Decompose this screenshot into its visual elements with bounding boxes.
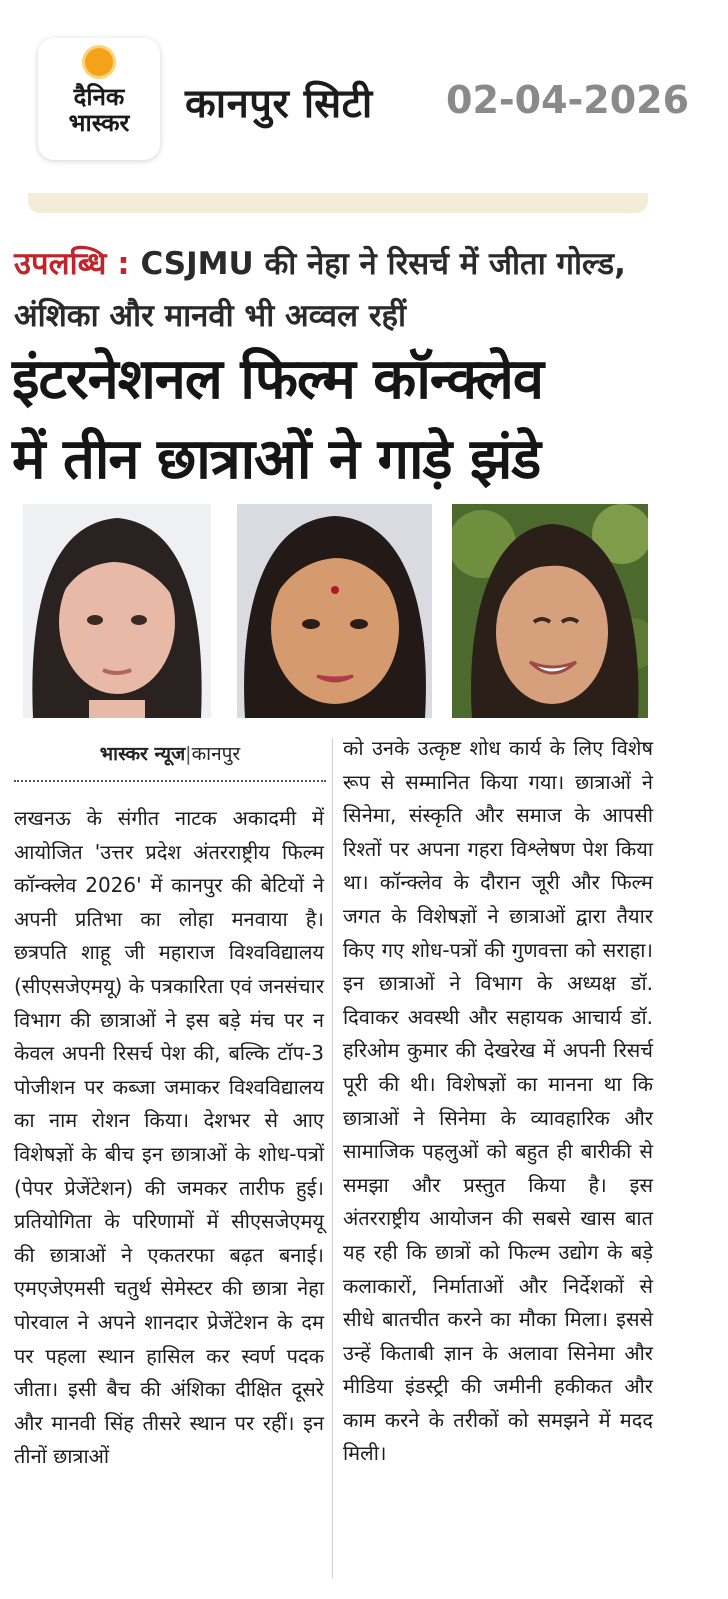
paper-top-strip <box>28 193 648 213</box>
app-header <box>0 0 728 200</box>
byline-location: कानपुर <box>191 743 241 765</box>
edition-date: 02-04-2026 <box>446 78 690 122</box>
article-kicker <box>14 238 704 342</box>
byline-separator: | <box>185 743 192 765</box>
article-column-2: को उनके उत्कृष्ट शोध कार्य के लिए विशेष रूप से सम्मानित किया गया। छात्राओं ने सिनेमा, संस्कृति और समाज के आपसी रिश्तों पर अपना गहरा विश्लेषण पेश किया था। कॉन्क्लेव के दौरान जूरी और फिल्म जगत के विशेषज्ञों ने छात्राओं द्वारा तैयार किए गए शोध-पत्रों की गुणवत्ता को सराहा। इन छात्राओं ने विभाग के अध्यक्ष डॉ. दिवाकर अवस्थी और सहायक आचार्य डॉ. हरिओम कुमार की देखरेख में अपनी रिसर्च पूरी की थी। विशेषज्ञों का मानना था कि छात्राओं ने सिनेमा के व्यावहारिक और सामाजिक पहलुओं को बहुत ही बारीकी से समझा और प्रस्तुत किया है। इस अंतरराष्ट्रीय आयोजन की सबसे खास बात यह रही कि छात्रों को फिल्म उद्योग के बड़े कलाकारों, निर्माताओं और निर्देशकों से सीधे बातचीत करने का मौका मिला। इससे उन्हें किताबी ज्ञान के अलावा सिनेमा और मीडिया इंडस्ट्री की जमीनी हकीकत और काम करने के तरीकों को समझने में मदद मिली। <box>343 736 653 1466</box>
logo-text-line2: भास्कर <box>68 109 130 137</box>
portrait-photo-3 <box>452 504 648 718</box>
byline-source: भास्कर न्यूज <box>99 743 186 765</box>
dotted-divider <box>14 780 326 782</box>
headline-line2: में तीन छात्राओं ने गाड़े झंडे <box>12 427 541 492</box>
byline <box>20 740 320 766</box>
column-divider <box>332 738 333 1578</box>
logo-text-line1: दैनिक <box>73 83 125 111</box>
article-column-1: लखनऊ के संगीत नाटक अकादमी में आयोजित 'उत्तर प्रदेश अंतरराष्ट्रीय फिल्म कॉन्क्लेव 2026' में कानपुर की बेटियों ने अपनी प्रतिभा का लोहा मनवाया है। छत्रपति शाहू जी महाराज विश्वविद्यालय (सीएसजेएमयू) के पत्रकारिता एवं जनसंचार विभाग की छात्राओं ने इस बड़े मंच पर न केवल अपनी रिसर्च पेश की, बल्कि टॉप-3 पोजीशन पर कब्जा जमाकर विश्वविद्यालय का नाम रोशन किया। देशभर से आए विशेषज्ञों के बीच इन छात्राओं के शोध-पत्रों (पेपर प्रेजेंटेशन) की जमकर तारीफ हुई। प्रतियोगिता के परिणामों में सीएसजेएमयू की छात्राओं ने एकतरफा बढ़त बनाई। एमएजेएमसी चतुर्थ सेमेस्टर की छात्रा नेहा पोरवाल ने अपने शानदार प्रेजेंटेशन के दम पर पहला स्थान हासिल कर स्वर्ण पदक जीता। इसी बैच की अंशिका दीक्षित दूसरे और मानवी सिंह तीसरे स्थान पर रहीं। इन तीनों छात्राओं <box>14 806 324 1469</box>
edition-city: कानपुर सिटी <box>185 81 373 127</box>
dainik-bhaskar-logo[interactable] <box>38 38 160 160</box>
portrait-photo-2 <box>237 504 432 718</box>
article-headline <box>12 340 712 500</box>
kicker-tag: उपलब्धि : <box>14 246 130 282</box>
sun-icon <box>85 48 113 76</box>
portrait-photo-1 <box>23 504 211 718</box>
headline-line1: इंटरनेशनल फिल्म कॉन्क्लेव <box>12 347 544 412</box>
kicker-text: CSJMU की नेहा ने रिसर्च में जीता गोल्ड, अंशिका और मानवी भी अव्वल रहीं <box>14 246 626 334</box>
